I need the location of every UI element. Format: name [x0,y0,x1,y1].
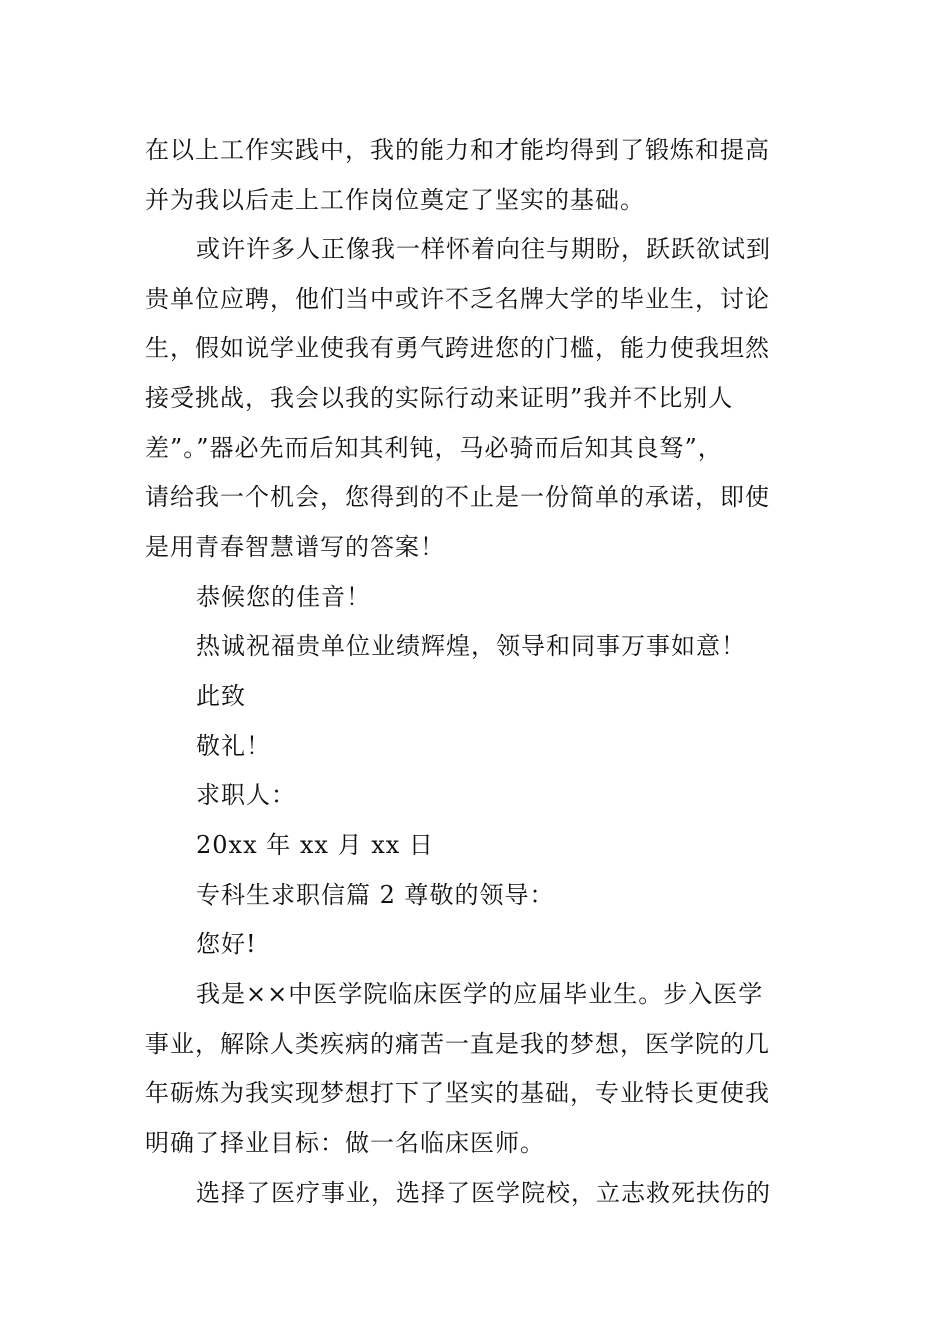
text-line: 请给我一个机会，您得到的不止是一份简单的承诺，即使 [145,483,770,511]
text-line: 敬礼！ [196,732,271,760]
text-line: 此致 [196,682,246,710]
text-line: 生，假如说学业使我有勇气跨进您的门槛，能力使我坦然 [145,334,770,362]
text-line: 或许许多人正像我一样怀着向往与期盼，跃跃欲试到 [196,235,771,263]
text-line: 选择了医疗事业，选择了医学院校，立志救死扶伤的 [196,1179,771,1207]
text-line: 您好! [196,930,257,958]
text-line: 年砺炼为我实现梦想打下了坚实的基础，专业特长更使我 [145,1079,770,1107]
text-line: 差”。”器必先而后知其利钝，马必骑而后知其良驽”， [145,434,723,462]
text-line: 接受挑战，我会以我的实际行动来证明”我并不比别人 [145,384,734,412]
text-line: 明确了择业目标：做一名临床医师。 [145,1129,545,1157]
text-line: 贵单位应聘，他们当中或许不乏名牌大学的毕业生，讨论 [145,285,770,313]
text-line: 热诚祝福贵单位业绩辉煌，领导和同事万事如意！ [196,632,746,660]
text-line: 恭候您的佳音！ [196,583,371,611]
text-line: 求职人： [196,781,296,809]
text-line: 20xx 年 xx 月 xx 日 [196,831,434,859]
text-line: 我是××中医学院临床医学的应届毕业生。步入医学 [196,980,764,1008]
text-line: 在以上工作实践中，我的能力和才能均得到了锻炼和提高 [145,136,770,164]
text-line: 专科生求职信篇 2 尊敬的领导： [196,881,555,909]
text-line: 是用青春智慧谱写的答案！ [145,533,445,561]
text-line: 并为我以后走上工作岗位奠定了坚实的基础。 [145,186,645,214]
text-line: 事业，解除人类疾病的痛苦一直是我的梦想，医学院的几 [145,1030,770,1058]
